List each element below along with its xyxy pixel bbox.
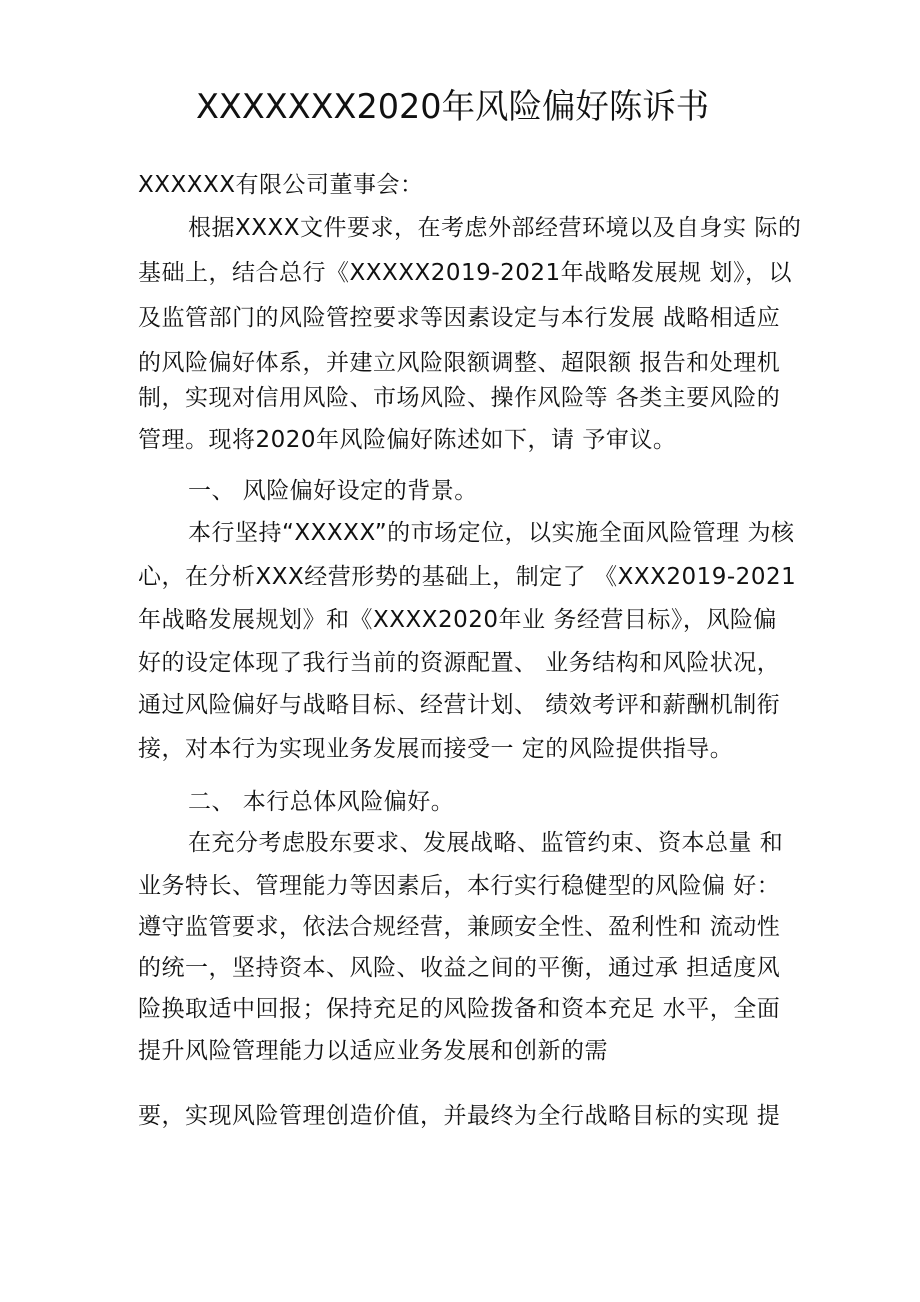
paragraph-1-line-6: 管理。现将2020年风险偏好陈述如下，请 予审议。 [138, 427, 677, 453]
paragraph-3-line-2: 业务特长、管理能力等因素后，本行实行稳健型的风险偏 好： [138, 873, 781, 899]
continuation-line: 要，实现风险管理创造价值，并最终为全行战略目标的实现 提 [138, 1103, 781, 1129]
paragraph-2-line-5: 通过风险偏好与战略目标、经营计划、 绩效考评和薪酬机制衔 [138, 692, 781, 718]
paragraph-3-line-3: 遵守监管要求，依法合规经营，兼顾安全性、盈利性和 流动性 [138, 914, 781, 940]
paragraph-1-line-4: 的风险偏好体系，并建立风险限额调整、超限额 报告和处理机 [138, 350, 781, 376]
paragraph-3-line-4: 的统一，坚持资本、风险、收益之间的平衡，通过承 担适度风 [138, 955, 781, 981]
paragraph-1-line-1: 根据XXXX文件要求，在考虑外部经营环境以及自身实 际的 [188, 215, 802, 241]
paragraph-2-line-4: 好的设定体现了我行当前的资源配置、 业务结构和风险状况， [138, 650, 781, 676]
paragraph-2-line-1: 本行坚持“XXXXX”的市场定位，以实施全面风险管理 为核 [188, 520, 795, 546]
paragraph-1-line-3: 及监管部门的风险管控要求等因素设定与本行发展 战略相适应 [138, 305, 781, 331]
salutation: XXXXXX有限公司董事会： [138, 172, 424, 198]
paragraph-3-line-5: 险换取适中回报；保持充足的风险拨备和资本充足 水平，全面 [138, 996, 781, 1022]
section-heading-2: 二、 本行总体风险偏好。 [188, 789, 455, 815]
document-title: XXXXXXX2020年风险偏好陈诉书 [196, 87, 710, 127]
paragraph-3-line-6: 提升风险管理能力以适应业务发展和创新的需 [138, 1038, 608, 1064]
paragraph-1-line-5: 制，实现对信用风险、市场风险、操作风险等 各类主要风险的 [138, 385, 781, 411]
paragraph-2-line-2: 心，在分析XXX经营形势的基础上，制定了 《XXX2019-2021 [138, 564, 797, 590]
paragraph-1-line-2: 基础上，结合总行《XXXXX2019-2021年战略发展规 划》，以 [138, 260, 792, 286]
paragraph-2-line-3: 年战略发展规划》和《XXXX2020年业 务经营目标》，风险偏 [138, 607, 777, 633]
section-heading-1: 一、 风险偏好设定的背景。 [188, 478, 478, 504]
paragraph-2-line-6: 接，对本行为实现业务发展而接受一 定的风险提供指导。 [138, 736, 734, 762]
paragraph-3-line-1: 在充分考虑股东要求、发展战略、监管约束、资本总量 和 [188, 830, 784, 856]
